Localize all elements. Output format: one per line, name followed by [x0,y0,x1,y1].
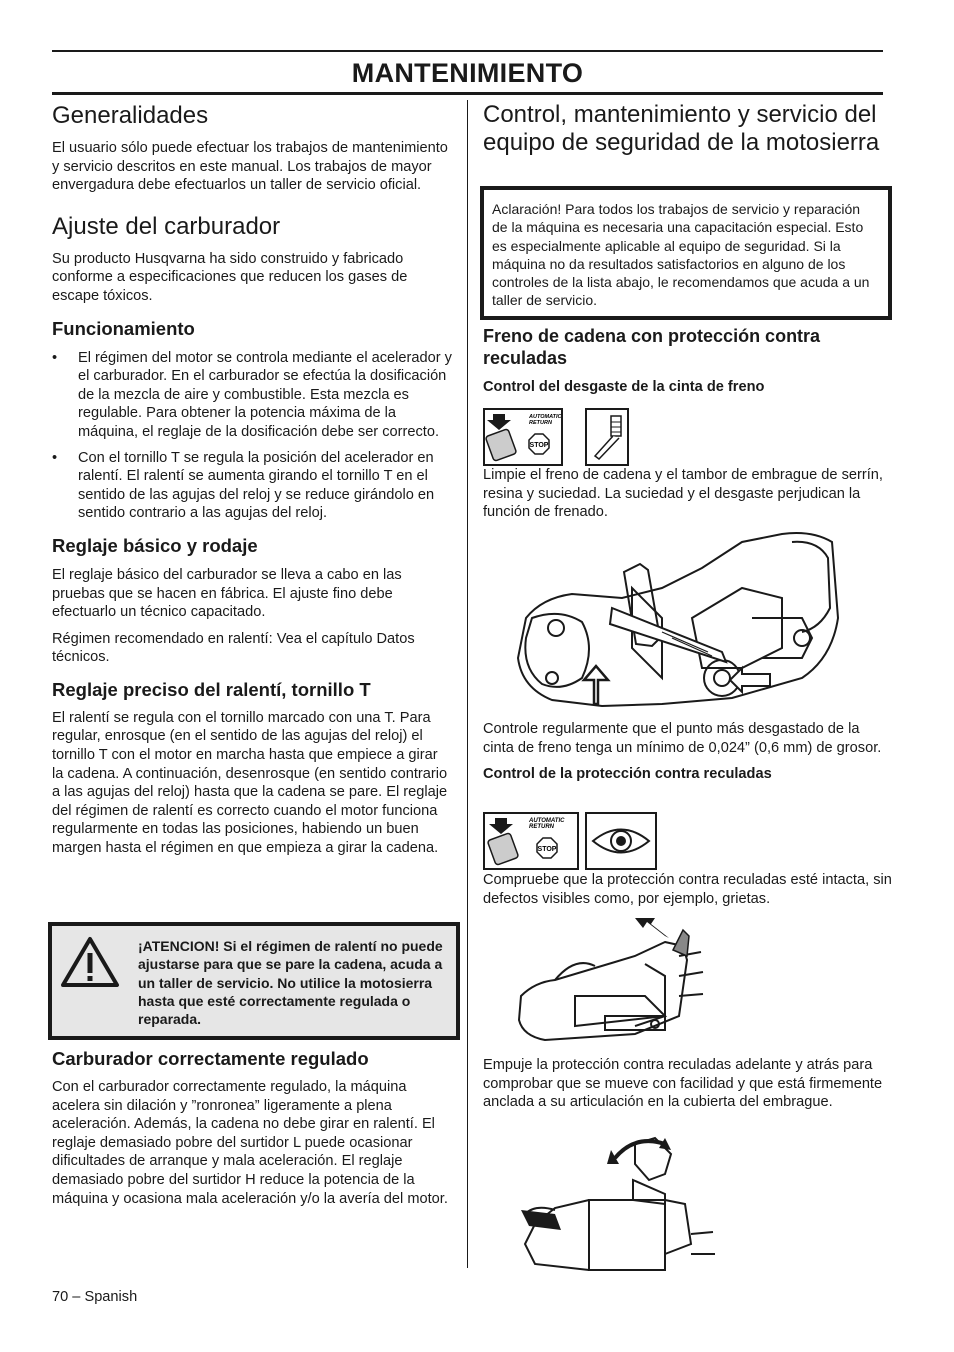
header-rule-bottom [52,92,883,95]
empuje-text-block [483,1056,893,1112]
brush-icon [585,408,629,471]
svg-text:AUTOMATIC: AUTOMATIC [529,818,565,824]
limpie-text-block [483,466,893,522]
svg-text:RETURN: RETURN [529,824,554,830]
generalidades-heading: Generalidades [52,102,209,129]
reglaje-preciso-body: El ralentí se regula con el tornillo marcado con una T. Para regular, enrosque (en el sentido de las agujas del reloj) el tornillo T con el motor en marcha hasta que empiece a girar la cadena. A continuación, desenrosque (en sentido contrario a las agujas del reloj) hasta que la cadena se pare. El reglaje del régimen de ralentí es correcto cuando el motor funciona regularmente en todas las posiciones, habiendo un buen margen hasta el régimen en que empieza a girar la cadena. [52,709,448,857]
funcionamiento-heading: Funcionamiento [52,317,195,339]
limpie-text: Limpie el freno de cadena y el tambor de embrague de serrín, resina y suciedad. La suciedad y el desgaste perjudican la función de frenado. [483,467,883,521]
bullet-text: Con el tornillo T se regula la posición del acelerador en ralentí. El ralentí se aumenta girando el tornillo T en el sentido de las agujas del reloj y se reduce girándolo en sentido contrario a las agujas del reloj. [78,449,435,522]
page-footer: 70 – Spanish [52,1289,138,1305]
right-column [483,100,893,157]
column-divider [467,100,468,1268]
header-rule-top [52,50,883,52]
funcionamiento-bullet: • Con el tornillo T se regula la posición del acelerador en ralentí. El ralentí se aumenta girando el tornillo T en el sentido de las agujas del reloj y se reduce girándolo en sentido contrario a las agujas del reloj. [52,449,452,523]
funcionamiento-bullet: • El régimen del motor se controla mediante el acelerador y el carburador. En el carburador se efectúa la dosificación de la mezcla de aire y combustible. Esta mezcla es regulable. Para obtener la potencia máxima de la máquina, el reglaje de la dosificación debe ser correcto. [52,349,452,440]
svg-text:AUTOMATIC: AUTOMATIC [529,414,562,420]
chainsaw-brake-illustration [512,528,842,723]
carburador-ok-body: Con el carburador correctamente regulado, la máquina acelera sin dilación y ”ronronea” ligeramente a plena aceleración. Además, la cadena no debe girar en ralentí. El reglaje demasiado pobre del surtidor L puede ocasionar dificultades de arranque y mala aceleración. El reglaje demasiado pobre del surtidor H reduce la potencia de la máquina y ocasiona mala aceleración y/o la avería del motor. [52,1079,448,1207]
ajuste-body: Su producto Husqvarna ha sido construido y fabricado conforme a especificaciones que reducen los gases de escape tóxicos. [52,250,408,304]
carburador-ok-heading: Carburador correctamente regulado [52,1048,369,1069]
controle-text-block [483,720,893,784]
warning-box [48,922,460,1040]
svg-text:STOP: STOP [537,846,557,853]
svg-text:STOP: STOP [529,442,549,449]
empuje-text: Empuje la protección contra reculadas adelante y atrás para comprobar que se mueve con facilidad y que está firmemente anclada a su articulación en la cubierta del embrague. [483,1057,883,1111]
reglaje-basico-body: El reglaje básico del carburador se lleva a cabo en las pruebas que se hacen en fábrica. El ajuste fino debe efectuarlo un técnico capacitado. [52,566,402,621]
automatic-return-stop-icon [483,812,579,875]
ajuste-heading: Ajuste del carburador [52,212,281,240]
freno-heading: Freno de cadena con protección contra reculadas [483,326,821,368]
desgaste-heading: Control del desgaste de la cinta de freno [483,379,765,395]
reglaje-basico-heading: Reglaje básico y rodaje [52,534,258,556]
compruebe-text: Compruebe que la protección contra reculadas esté intacta, sin defectos visibles como, por ejemplo, grietas. [483,872,892,907]
proteccion-heading: Control de la protección contra reculadas [483,766,772,783]
automatic-return-stop-icon [483,408,563,471]
eye-icon [585,812,657,875]
note-box [480,186,892,320]
reglaje-preciso-heading: Reglaje preciso del ralentí, tornillo T [52,678,371,700]
warning-text: ¡ATENCION! Si el régimen de ralentí no puede ajustarse para que se pare la cadena, acuda a un taller de servicio. No utilice la motosierra hasta que esté correctamente regulada o reparada. [138,938,443,1028]
generalidades-body: El usuario sólo puede efectuar los trabajos de mantenimiento y servicio descritos en este manual. Los trabajos de mayor envergadura debe efectuarlos un taller de servicio oficial. [52,140,448,194]
freno-section [483,325,893,397]
compruebe-text-block [483,871,893,908]
svg-text:RETURN: RETURN [529,420,552,426]
reglaje-basico-ralenti: Régimen recomendado en ralentí: Vea el capítulo Datos técnicos. [52,630,415,666]
bullet-text: El régimen del motor se controla mediante el acelerador y el carburador. En el carburador se efectúa la dosificación de la mezcla de aire y combustible. Esta mezcla es regulable. Para obtener la potencia máxima de la máquina, el reglaje de la dosificación debe ser correcto. [78,349,452,440]
kickback-push-illustration [515,1134,715,1279]
note-text: Aclaración! Para todos los trabajos de servicio y reparación de la máquina es necesaria una capacitación especial. Esto es especialmente aplicable al equipo de seguridad. Si la máquina no da resultados satisfactorios en alguno de los controles de la lista abajo, le recomendamos que acuda a un taller de servicio. [492,201,870,309]
controle-text: Controle regularmente que el punto más desgastado de la cinta de freno tenga un mínimo de 0,024” (0,6 mm) de grosor. [483,721,882,756]
kickback-guard-illustration [515,916,705,1061]
section-title: MANTENIMIENTO [351,58,584,88]
safety-heading: Control, mantenimiento y servicio del equipo de seguridad de la motosierra [483,101,880,156]
left-column [52,100,452,858]
warning-triangle-icon [60,936,120,993]
left-column-bottom [52,1048,452,1208]
